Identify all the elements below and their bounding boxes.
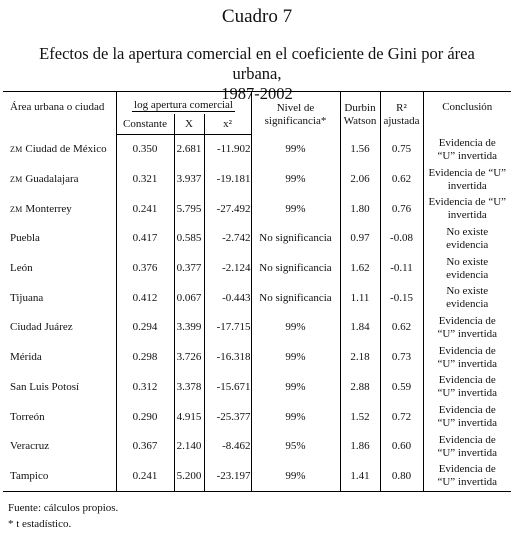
nivel-cell: No significancia — [251, 283, 340, 313]
dw-cell: 1.84 — [340, 313, 380, 343]
nivel-cell: 99% — [251, 402, 340, 432]
table-row — [3, 224, 511, 254]
dw-cell: 1.52 — [340, 402, 380, 432]
city-cell: Veracruz — [3, 432, 116, 462]
x-cell: 3.378 — [174, 373, 204, 403]
constante-cell: 0.241 — [116, 194, 174, 224]
constante-cell: 0.312 — [116, 373, 174, 403]
table-row — [3, 165, 511, 195]
x2-cell: -23.197 — [204, 462, 251, 492]
r2-cell: 0.72 — [380, 402, 423, 432]
x2-cell: -8.462 — [204, 432, 251, 462]
r2-cell: 0.62 — [380, 165, 423, 195]
r2-cell: 0.59 — [380, 373, 423, 403]
r2-cell: -0.15 — [380, 283, 423, 313]
header-log-apertura: log apertura comercial — [116, 92, 251, 115]
table-row — [3, 283, 511, 313]
x2-cell: -25.377 — [204, 402, 251, 432]
x2-cell: -27.492 — [204, 194, 251, 224]
table-row — [3, 194, 511, 224]
conclusion-cell: No existe evidencia — [446, 225, 489, 251]
nivel-cell: 99% — [251, 373, 340, 403]
x2-cell: -2.742 — [204, 224, 251, 254]
r2-cell: 0.75 — [380, 135, 423, 165]
x-cell: 3.399 — [174, 313, 204, 343]
conclusion-cell: Evidencia de “U” invertida — [437, 314, 498, 340]
gini-table — [3, 91, 511, 492]
conclusion-cell: No existe evidencia — [446, 255, 489, 281]
dw-cell: 1.80 — [340, 194, 380, 224]
dw-cell: 2.88 — [340, 373, 380, 403]
constante-cell: 0.417 — [116, 224, 174, 254]
x-cell: 2.681 — [174, 135, 204, 165]
title-line-1: Efectos de la apertura comercial en el coeficiente de Gini por área urbana, — [39, 44, 475, 83]
table-row — [3, 402, 511, 432]
nivel-cell: 99% — [251, 135, 340, 165]
x2-cell: -16.318 — [204, 343, 251, 373]
nivel-cell: 99% — [251, 194, 340, 224]
r2-cell: 0.62 — [380, 313, 423, 343]
constante-cell: 0.367 — [116, 432, 174, 462]
city-cell: Mérida — [3, 343, 116, 373]
r2-cell: -0.08 — [380, 224, 423, 254]
x-cell: 2.140 — [174, 432, 204, 462]
x2-cell: -15.671 — [204, 373, 251, 403]
r2-cell: 0.76 — [380, 194, 423, 224]
table-row — [3, 313, 511, 343]
header-conclusion: Conclusión — [423, 92, 511, 135]
x-cell: 0.377 — [174, 254, 204, 284]
dw-cell: 2.06 — [340, 165, 380, 195]
table-row — [3, 462, 511, 492]
constante-cell: 0.376 — [116, 254, 174, 284]
constante-cell: 0.294 — [116, 313, 174, 343]
dw-cell: 1.11 — [340, 283, 380, 313]
city-cell: ZM Ciudad de México — [3, 135, 116, 165]
r2-cell: 0.73 — [380, 343, 423, 373]
x-cell: 4.915 — [174, 402, 204, 432]
nivel-cell: 99% — [251, 343, 340, 373]
city-cell: ZM Monterrey — [3, 194, 116, 224]
nivel-cell: 99% — [251, 462, 340, 492]
dw-cell: 1.41 — [340, 462, 380, 492]
r2-cell: 0.80 — [380, 462, 423, 492]
dw-cell: 2.18 — [340, 343, 380, 373]
conclusion-cell: No existe evidencia — [446, 285, 489, 311]
table-row — [3, 343, 511, 373]
x-cell: 3.726 — [174, 343, 204, 373]
x2-cell: -11.902 — [204, 135, 251, 165]
footnote: * t estadístico. — [8, 518, 72, 530]
x-cell: 0.585 — [174, 224, 204, 254]
conclusion-cell: Evidencia de “U” invertida — [428, 196, 507, 222]
x-cell: 5.795 — [174, 194, 204, 224]
conclusion-cell: Evidencia de “U” invertida — [437, 404, 498, 430]
dw-cell: 1.56 — [340, 135, 380, 165]
constante-cell: 0.412 — [116, 283, 174, 313]
x2-cell: -0.443 — [204, 283, 251, 313]
city-cell: ZM Guadalajara — [3, 165, 116, 195]
x2-cell: -17.715 — [204, 313, 251, 343]
conclusion-cell: Evidencia de “U” invertida — [437, 136, 498, 162]
table-row — [3, 135, 511, 165]
table-row — [3, 432, 511, 462]
nivel-cell: 95% — [251, 432, 340, 462]
r2-cell: -0.11 — [380, 254, 423, 284]
conclusion-cell: Evidencia de “U” invertida — [423, 462, 511, 492]
table-row — [3, 254, 511, 284]
header-durbin: Durbin Watson — [340, 92, 380, 135]
city-cell: San Luis Potosí — [3, 373, 116, 403]
constante-cell: 0.350 — [116, 135, 174, 165]
header-nivel: Nivel de significancia* — [251, 92, 340, 135]
constante-cell: 0.290 — [116, 402, 174, 432]
source-note: Fuente: cálculos propios. — [8, 502, 119, 514]
dw-cell: 1.86 — [340, 432, 380, 462]
conclusion-cell: Evidencia de “U” invertida — [437, 344, 498, 370]
header-constante: Constante — [116, 114, 174, 135]
city-cell: Puebla — [3, 224, 116, 254]
conclusion-cell: Evidencia de “U” invertida — [437, 374, 498, 400]
table-row — [3, 373, 511, 403]
city-cell: Tampico — [3, 462, 116, 492]
nivel-cell: 99% — [251, 165, 340, 195]
conclusion-cell: Evidencia de “U” invertida — [437, 433, 498, 459]
city-cell: Tijuana — [3, 283, 116, 313]
table-number: Cuadro 7 — [221, 6, 293, 27]
nivel-cell: 99% — [251, 313, 340, 343]
x-cell: 3.937 — [174, 165, 204, 195]
city-cell: Torreón — [3, 402, 116, 432]
constante-cell: 0.321 — [116, 165, 174, 195]
constante-cell: 0.241 — [116, 462, 174, 492]
header-x: X — [174, 114, 204, 135]
header-r2: R² ajustada — [380, 92, 423, 135]
x-cell: 0.067 — [174, 283, 204, 313]
x-cell: 5.200 — [174, 462, 204, 492]
nivel-cell: No significancia — [251, 224, 340, 254]
header-x2: x² — [204, 114, 251, 135]
city-cell: León — [3, 254, 116, 284]
r2-cell: 0.60 — [380, 432, 423, 462]
title-line-2: 1987-2002 — [221, 84, 293, 103]
constante-cell: 0.298 — [116, 343, 174, 373]
x2-cell: -2.124 — [204, 254, 251, 284]
nivel-cell: No significancia — [251, 254, 340, 284]
dw-cell: 0.97 — [340, 224, 380, 254]
dw-cell: 1.62 — [340, 254, 380, 284]
city-cell: Ciudad Juárez — [3, 313, 116, 343]
conclusion-cell: Evidencia de “U” invertida — [428, 166, 507, 192]
header-area: Área urbana o ciudad — [3, 92, 116, 135]
x2-cell: -19.181 — [204, 165, 251, 195]
